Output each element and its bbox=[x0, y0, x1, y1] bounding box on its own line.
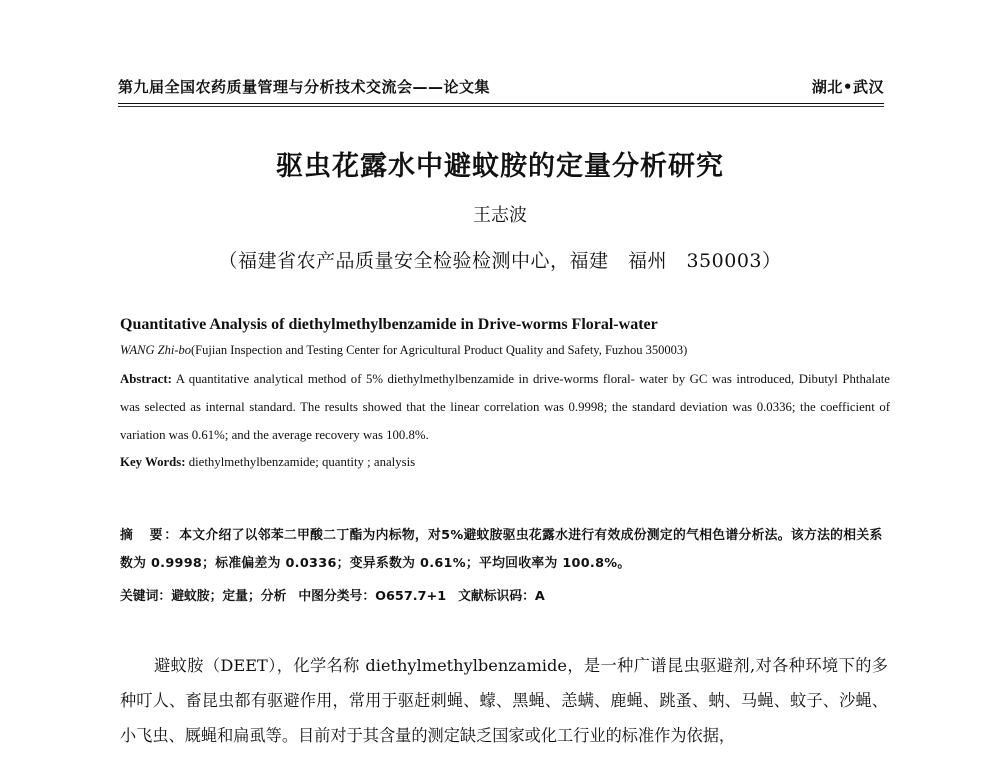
clc-label: 中图分类号： bbox=[298, 589, 376, 604]
author-en-affiliation: (Fujian Inspection and Testing Center for Agricultural Product Quality and Safety, Fuzhou 350003) bbox=[191, 343, 688, 357]
abstract-en-label: Abstract: bbox=[120, 372, 172, 386]
keywords-cn-label: 关键词： bbox=[120, 589, 172, 604]
paper-title-cn: 驱虫花露水中避蚊胺的定量分析研究 bbox=[276, 151, 724, 182]
affiliation-cn: （福建省农产品质量安全检验检测中心，福建 福州 350003） bbox=[218, 250, 782, 272]
keywords-cn-text: 避蚊胺；定量；分析 bbox=[171, 589, 287, 604]
english-summary bbox=[120, 313, 890, 475]
abstract-cn-text: 本文介绍了以邻苯二甲酸二丁酯为内标物，对5%避蚊胺驱虫花露水进行有效成份测定的气相色谱分析法。该方法的相关系数为 0.9998；标准偏差为 0.0336；变异系数为 0.61%；平均回收率为 100.8%。 bbox=[120, 528, 883, 571]
conference-title: 第九届全国农药质量管理与分析技术交流会——论文集 bbox=[118, 78, 491, 96]
paper-title-en: Quantitative Analysis of diethylmethylbenzamide in Drive-worms Floral-water bbox=[120, 316, 658, 333]
author-en bbox=[120, 337, 890, 363]
doc-code-label: 文献标识码： bbox=[458, 589, 535, 604]
author-cn: 王志波 bbox=[473, 205, 527, 226]
keywords-en-text: diethylmethylbenzamide; quantity ; analysis bbox=[185, 455, 416, 469]
keywords-en-label: Key Words: bbox=[120, 455, 186, 469]
conference-location: 湖北•武汉 bbox=[811, 78, 884, 96]
running-header bbox=[118, 76, 884, 102]
keywords-en bbox=[120, 449, 890, 475]
doc-code-value: A bbox=[534, 589, 545, 604]
abstract-en-text: A quantitative analytical method of 5% diethylmethylbenzamide in drive-worms floral- water by GC was introduced, Dibutyl Phthalate was selected as internal standard. The results showed that the linear correlation was 0.9998; the standard deviation was 0.0336; the coefficient of variation was 0.61%; and the average recovery was 100.8%. bbox=[120, 372, 890, 442]
author-en-name: WANG Zhi-bo bbox=[120, 343, 192, 357]
abstract-cn bbox=[120, 522, 890, 578]
clc-value: O657.7+1 bbox=[375, 589, 447, 604]
body-paragraph: 避蚊胺（DEET），化学名称 diethylmethylbenzamide，是一种广谱昆虫驱避剂,对各种环境下的多种叮人、畜昆虫都有驱避作用，常用于驱赶刺蝇、蠓、黑蝇、恙螨、鹿蝇、跳蚤、蚋、马蝇、蚊子、沙蝇、小飞虫、厩蝇和扁虱等。目前对于其含量的测定缺乏国家或化工行业的标准作为依据， bbox=[120, 656, 888, 745]
abstract-en bbox=[120, 365, 890, 449]
header-rule bbox=[118, 103, 884, 107]
abstract-cn-label: 摘 要： bbox=[120, 528, 180, 543]
keywords-cn-line bbox=[120, 584, 890, 610]
